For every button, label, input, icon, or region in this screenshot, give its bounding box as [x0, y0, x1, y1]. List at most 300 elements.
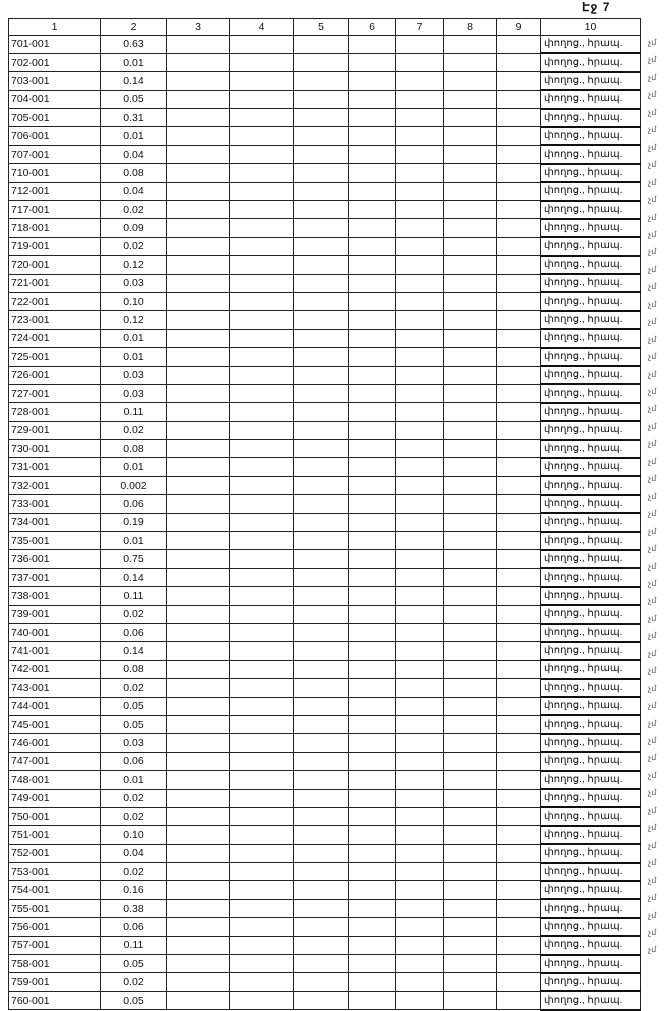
margin-mark: չմ [648, 631, 657, 641]
empty-cell [444, 90, 497, 108]
empty-cell [167, 587, 230, 605]
empty-cell [167, 624, 230, 642]
margin-mark: չմ [648, 561, 657, 571]
empty-cell [294, 973, 349, 991]
land-type: փողոց., հրապ. [541, 458, 641, 476]
empty-cell [396, 642, 444, 660]
empty-cell [230, 697, 294, 715]
table-row [9, 403, 641, 421]
empty-cell [294, 219, 349, 237]
land-type: փողոց., հրապ. [541, 72, 641, 90]
empty-cell [230, 164, 294, 182]
empty-cell [294, 752, 349, 770]
empty-cell [167, 182, 230, 200]
area-value: 0.02 [101, 605, 167, 623]
area-value: 0.06 [101, 495, 167, 513]
table-row [9, 660, 641, 678]
table-row [9, 292, 641, 310]
empty-cell [230, 348, 294, 366]
empty-cell [497, 918, 541, 936]
empty-cell [230, 145, 294, 163]
empty-cell [396, 624, 444, 642]
empty-cell [444, 440, 497, 458]
area-value: 0.02 [101, 679, 167, 697]
empty-cell [497, 679, 541, 697]
area-value: 0.02 [101, 421, 167, 439]
empty-cell [497, 182, 541, 200]
empty-cell [497, 421, 541, 439]
empty-cell [497, 991, 541, 1009]
empty-cell [444, 955, 497, 973]
empty-cell [497, 532, 541, 550]
empty-cell [349, 863, 396, 881]
parcel-code: 727-001 [9, 384, 101, 402]
land-type: փողոց., հրապ. [541, 366, 641, 384]
land-type: փողոց., հրապ. [541, 127, 641, 145]
area-value: 0.14 [101, 568, 167, 586]
margin-mark: չմ [648, 683, 657, 693]
table-row [9, 807, 641, 825]
empty-cell [230, 660, 294, 678]
empty-cell [294, 715, 349, 733]
land-type: փողոց., հրապ. [541, 624, 641, 642]
margin-mark: չմ [648, 107, 657, 117]
area-value: 0.10 [101, 826, 167, 844]
empty-cell [396, 72, 444, 90]
empty-cell [349, 642, 396, 660]
empty-cell [497, 807, 541, 825]
empty-cell [230, 311, 294, 329]
empty-cell [294, 476, 349, 494]
parcel-code: 752-001 [9, 844, 101, 862]
empty-cell [497, 587, 541, 605]
margin-mark: չմ [648, 840, 657, 850]
margin-mark: չմ [648, 910, 657, 920]
margin-mark: չմ [648, 177, 657, 187]
parcel-code: 737-001 [9, 568, 101, 586]
empty-cell [349, 679, 396, 697]
margin-mark: չմ [648, 38, 657, 47]
column-header-10: 10 [541, 19, 641, 36]
empty-cell [294, 256, 349, 274]
empty-cell [294, 936, 349, 954]
area-value: 0.01 [101, 329, 167, 347]
land-type: փողոց., հրապ. [541, 807, 641, 825]
empty-cell [230, 973, 294, 991]
land-type: փողոց., հրապ. [541, 899, 641, 917]
empty-cell [230, 201, 294, 219]
empty-cell [294, 991, 349, 1009]
empty-cell [444, 403, 497, 421]
table-row [9, 826, 641, 844]
empty-cell [396, 587, 444, 605]
empty-cell [396, 403, 444, 421]
area-value: 0.03 [101, 734, 167, 752]
parcel-code: 707-001 [9, 145, 101, 163]
parcel-code: 721-001 [9, 274, 101, 292]
land-type: փողոց., հրապ. [541, 991, 641, 1009]
empty-cell [349, 53, 396, 71]
margin-mark: չմ [648, 404, 657, 414]
margin-mark: չմ [648, 736, 657, 745]
empty-cell [497, 955, 541, 973]
empty-cell [230, 219, 294, 237]
empty-cell [396, 201, 444, 219]
parcel-code: 728-001 [9, 403, 101, 421]
empty-cell [167, 109, 230, 127]
empty-cell [167, 550, 230, 568]
empty-cell [167, 421, 230, 439]
empty-cell [230, 53, 294, 71]
parcel-code: 746-001 [9, 734, 101, 752]
empty-cell [167, 679, 230, 697]
table-row [9, 421, 641, 439]
empty-cell [444, 605, 497, 623]
empty-cell [230, 366, 294, 384]
empty-cell [294, 532, 349, 550]
empty-cell [349, 421, 396, 439]
empty-cell [167, 292, 230, 310]
empty-cell [444, 458, 497, 476]
margin-mark: չմ [648, 282, 657, 292]
table-row [9, 568, 641, 586]
column-header-9: 9 [497, 19, 541, 36]
empty-cell [294, 587, 349, 605]
empty-cell [396, 237, 444, 255]
empty-cell [349, 734, 396, 752]
land-type: փողոց., հրապ. [541, 642, 641, 660]
land-type: փողոց., հրապ. [541, 36, 641, 54]
column-header-6: 6 [349, 19, 396, 36]
margin-mark: չմ [648, 299, 657, 309]
margin-mark: չմ [648, 875, 657, 885]
empty-cell [349, 256, 396, 274]
area-value: 0.19 [101, 513, 167, 531]
empty-cell [167, 660, 230, 678]
land-type: փողոց., հրապ. [541, 715, 641, 733]
table-row [9, 329, 641, 347]
empty-cell [497, 697, 541, 715]
empty-cell [396, 219, 444, 237]
empty-cell [497, 366, 541, 384]
empty-cell [396, 90, 444, 108]
empty-cell [349, 973, 396, 991]
parcel-code: 749-001 [9, 789, 101, 807]
empty-cell [396, 899, 444, 917]
margin-mark: չմ [648, 352, 657, 362]
table-row [9, 605, 641, 623]
empty-cell [349, 568, 396, 586]
empty-cell [444, 532, 497, 550]
table-row [9, 274, 641, 292]
parcel-code: 712-001 [9, 182, 101, 200]
empty-cell [230, 568, 294, 586]
margin-mark: չմ [648, 945, 657, 955]
margin-mark: չմ [648, 142, 657, 152]
empty-cell [230, 844, 294, 862]
area-value: 0.08 [101, 164, 167, 182]
empty-cell [497, 863, 541, 881]
table-row [9, 513, 641, 531]
parcel-code: 742-001 [9, 660, 101, 678]
empty-cell [497, 90, 541, 108]
margin-mark: չմ [648, 160, 657, 170]
table-row [9, 863, 641, 881]
empty-cell [396, 826, 444, 844]
empty-cell [444, 826, 497, 844]
empty-cell [294, 311, 349, 329]
area-value: 0.11 [101, 587, 167, 605]
empty-cell [167, 568, 230, 586]
empty-cell [444, 495, 497, 513]
table-row [9, 256, 641, 274]
empty-cell [167, 734, 230, 752]
empty-cell [167, 384, 230, 402]
parcel-code: 703-001 [9, 72, 101, 90]
empty-cell [167, 201, 230, 219]
table-row [9, 899, 641, 917]
land-type: փողոց., հրապ. [541, 697, 641, 715]
margin-mark: չմ [648, 212, 657, 222]
table-row [9, 624, 641, 642]
empty-cell [497, 550, 541, 568]
empty-cell [294, 881, 349, 899]
empty-cell [497, 53, 541, 71]
empty-cell [167, 72, 230, 90]
empty-cell [230, 918, 294, 936]
parcel-code: 740-001 [9, 624, 101, 642]
empty-cell [349, 440, 396, 458]
parcel-code: 745-001 [9, 715, 101, 733]
land-type: փողոց., հրապ. [541, 90, 641, 108]
empty-cell [497, 145, 541, 163]
empty-cell [444, 421, 497, 439]
empty-cell [396, 789, 444, 807]
land-type: փողոց., հրապ. [541, 789, 641, 807]
area-value: 0.11 [101, 403, 167, 421]
parcel-code: 724-001 [9, 329, 101, 347]
table-body [9, 36, 641, 1010]
area-value: 0.12 [101, 256, 167, 274]
land-type: փողոց., հրապ. [541, 587, 641, 605]
parcel-code: 704-001 [9, 90, 101, 108]
empty-cell [396, 844, 444, 862]
empty-cell [349, 660, 396, 678]
parcel-code: 759-001 [9, 973, 101, 991]
empty-cell [230, 182, 294, 200]
table-row [9, 90, 641, 108]
empty-cell [444, 109, 497, 127]
area-value: 0.08 [101, 440, 167, 458]
empty-cell [444, 329, 497, 347]
land-type: փողոց., հրապ. [541, 771, 641, 789]
area-value: 0.14 [101, 642, 167, 660]
empty-cell [294, 955, 349, 973]
land-type: փողոց., հրապ. [541, 256, 641, 274]
empty-cell [396, 697, 444, 715]
empty-cell [294, 863, 349, 881]
empty-cell [349, 403, 396, 421]
empty-cell [497, 899, 541, 917]
empty-cell [396, 274, 444, 292]
area-value: 0.02 [101, 807, 167, 825]
empty-cell [294, 403, 349, 421]
empty-cell [396, 715, 444, 733]
land-type: փողոց., հրապ. [541, 182, 641, 200]
empty-cell [294, 36, 349, 54]
parcel-code: 755-001 [9, 899, 101, 917]
empty-cell [294, 918, 349, 936]
empty-cell [396, 366, 444, 384]
empty-cell [230, 440, 294, 458]
empty-cell [444, 660, 497, 678]
empty-cell [349, 348, 396, 366]
empty-cell [396, 771, 444, 789]
empty-cell [349, 182, 396, 200]
empty-cell [444, 715, 497, 733]
empty-cell [497, 109, 541, 127]
land-type: փողոց., հրապ. [541, 826, 641, 844]
empty-cell [497, 624, 541, 642]
land-type: փողոց., հրապ. [541, 844, 641, 862]
empty-cell [294, 826, 349, 844]
empty-cell [230, 292, 294, 310]
empty-cell [167, 127, 230, 145]
empty-cell [167, 899, 230, 917]
empty-cell [497, 605, 541, 623]
table-row [9, 201, 641, 219]
parcel-code: 722-001 [9, 292, 101, 310]
empty-cell [497, 844, 541, 862]
margin-mark: չմ [648, 72, 657, 82]
empty-cell [230, 458, 294, 476]
empty-cell [294, 458, 349, 476]
empty-cell [497, 734, 541, 752]
margin-mark: չմ [648, 805, 657, 815]
column-header-8: 8 [444, 19, 497, 36]
empty-cell [294, 624, 349, 642]
empty-cell [167, 697, 230, 715]
empty-cell [444, 844, 497, 862]
empty-cell [396, 807, 444, 825]
empty-cell [294, 550, 349, 568]
land-type: փողոց., հրապ. [541, 679, 641, 697]
empty-cell [230, 237, 294, 255]
empty-cell [230, 605, 294, 623]
table-row [9, 145, 641, 163]
empty-cell [396, 421, 444, 439]
area-value: 0.002 [101, 476, 167, 494]
parcel-code: 718-001 [9, 219, 101, 237]
area-value: 0.03 [101, 366, 167, 384]
parcel-code: 710-001 [9, 164, 101, 182]
empty-cell [444, 219, 497, 237]
empty-cell [167, 936, 230, 954]
land-parcel-table [8, 18, 641, 1011]
margin-mark: չմ [648, 421, 657, 431]
empty-cell [349, 384, 396, 402]
empty-cell [444, 697, 497, 715]
empty-cell [349, 237, 396, 255]
area-value: 0.14 [101, 72, 167, 90]
empty-cell [444, 513, 497, 531]
empty-cell [167, 955, 230, 973]
land-type: փողոց., հրապ. [541, 109, 641, 127]
empty-cell [349, 789, 396, 807]
table-row [9, 476, 641, 494]
parcel-code: 733-001 [9, 495, 101, 513]
empty-cell [230, 881, 294, 899]
empty-cell [444, 182, 497, 200]
parcel-code: 701-001 [9, 36, 101, 54]
column-header-7: 7 [396, 19, 444, 36]
parcel-code: 720-001 [9, 256, 101, 274]
empty-cell [230, 403, 294, 421]
table-row [9, 532, 641, 550]
land-type: փողոց., հրապ. [541, 660, 641, 678]
land-type: փողոց., հրապ. [541, 237, 641, 255]
parcel-code: 744-001 [9, 697, 101, 715]
empty-cell [396, 532, 444, 550]
parcel-code: 756-001 [9, 918, 101, 936]
area-value: 0.06 [101, 624, 167, 642]
parcel-code: 741-001 [9, 642, 101, 660]
margin-mark: չմ [648, 125, 657, 135]
empty-cell [167, 881, 230, 899]
empty-cell [497, 458, 541, 476]
margin-mark: չմ [648, 718, 657, 728]
empty-cell [294, 384, 349, 402]
empty-cell [294, 568, 349, 586]
empty-cell [294, 201, 349, 219]
empty-cell [167, 807, 230, 825]
area-value: 0.03 [101, 274, 167, 292]
empty-cell [230, 274, 294, 292]
parcel-code: 739-001 [9, 605, 101, 623]
empty-cell [349, 807, 396, 825]
area-value: 0.03 [101, 384, 167, 402]
empty-cell [230, 256, 294, 274]
empty-cell [167, 145, 230, 163]
empty-cell [294, 771, 349, 789]
empty-cell [230, 752, 294, 770]
margin-mark: չմ [648, 613, 657, 623]
parcel-code: 751-001 [9, 826, 101, 844]
area-value: 0.04 [101, 182, 167, 200]
empty-cell [497, 72, 541, 90]
land-type: փողոց., հրապ. [541, 53, 641, 71]
empty-cell [396, 329, 444, 347]
empty-cell [396, 660, 444, 678]
empty-cell [167, 219, 230, 237]
land-type: փողոց., հրապ. [541, 311, 641, 329]
area-value: 0.05 [101, 697, 167, 715]
table-row [9, 348, 641, 366]
land-type: փողոց., հրապ. [541, 752, 641, 770]
empty-cell [444, 752, 497, 770]
empty-cell [167, 513, 230, 531]
table-row [9, 715, 641, 733]
land-type: փողոց., հրապ. [541, 274, 641, 292]
empty-cell [349, 844, 396, 862]
empty-cell [444, 899, 497, 917]
empty-cell [230, 109, 294, 127]
empty-cell [349, 605, 396, 623]
parcel-code: 735-001 [9, 532, 101, 550]
margin-mark: չմ [648, 648, 657, 658]
empty-cell [167, 256, 230, 274]
empty-cell [167, 771, 230, 789]
